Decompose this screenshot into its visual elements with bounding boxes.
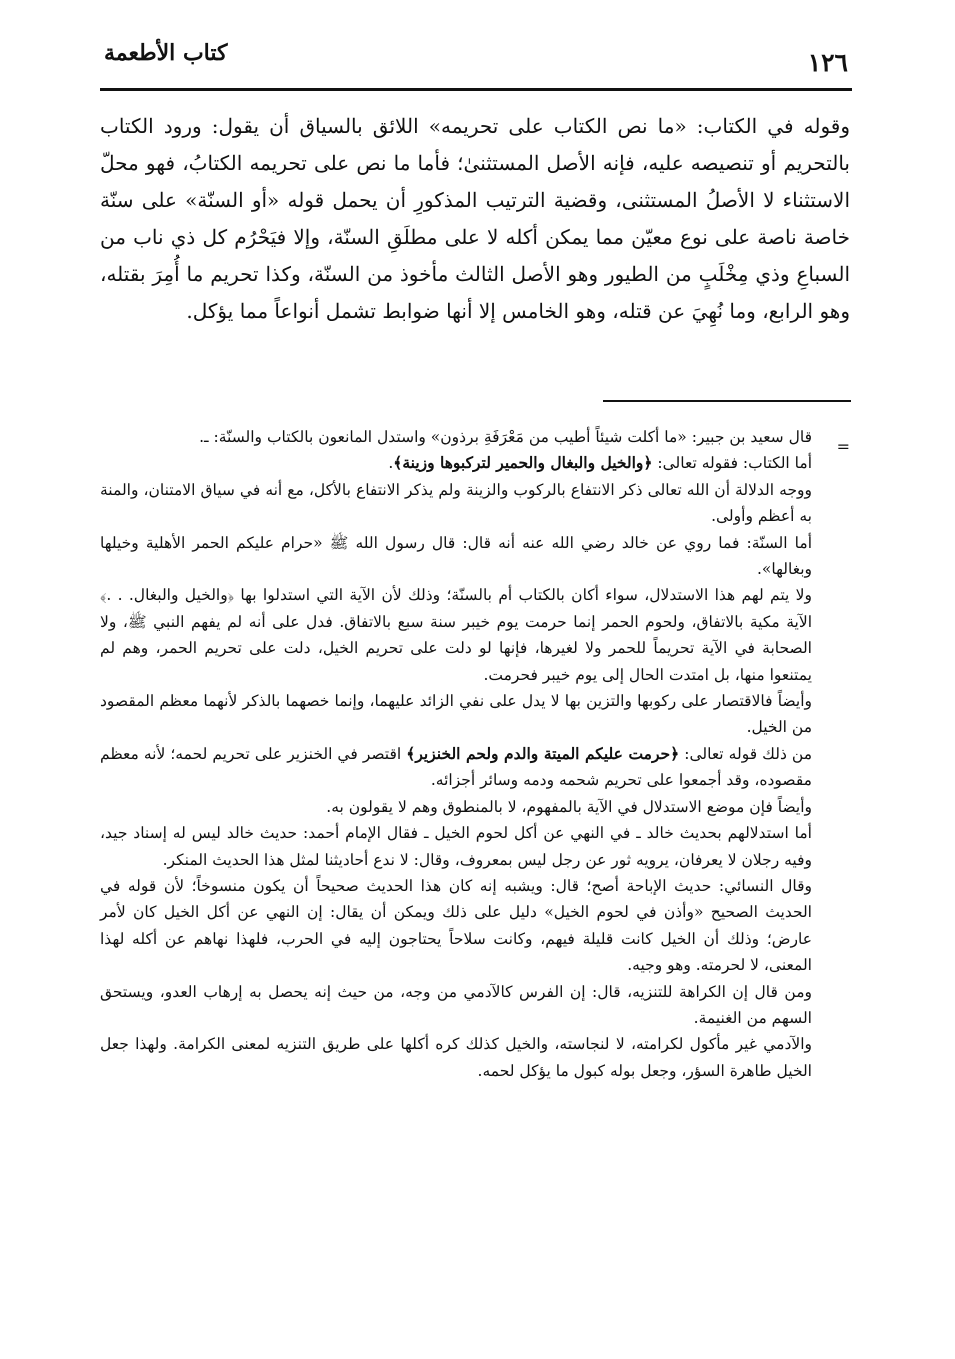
footnote-paragraph: أما السنّة: فما روي عن خالد رضي الله عنه أنه قال: قال رسول الله ﷺ «حرام عليكم الحمر الأهلية وخيلها وبغالها». <box>100 533 812 579</box>
footnotes <box>100 424 850 1084</box>
footnote-body <box>100 424 812 1084</box>
running-title: كتاب الأطعمة <box>104 40 228 66</box>
footnote-paragraph: من ذلك قوله تعالى: ﴿حرمت عليكم الميتة والدم ولحم الخنزير﴾ اقتصر في الخنزير على تحريم لحمه؛ لأنه معظم مقصوده، وقد أجمعوا على تحريم شحمه ودمه وسائر أجزائه. <box>100 743 813 790</box>
footnote-paragraph: ولا يتم لهم هذا الاستدلال، سواء أكان بالكتاب أم بالسنّة؛ وذلك لأن الآية التي استدلوا بها ﴿والخيل والبغال. . .﴾ الآية مكية بالاتفاق، ولحوم الحمر إنما حرمت يوم خيبر سنة سبع بالاتفاق. فدل على أنه لم يفهم النبي ﷺ، ولا الصحابة في الآية تحريماً للحمر ولا لغيرها، فإنها لو دلت على تحريم الخيل، دلت على تحريم الحمر، وهم لم يمتنعوا منها، بل امتدت الحال إلى يوم خيبر فحرمت. <box>100 586 812 684</box>
footnote-paragraph: ومن قال إن الكراهة للتنزيه، قال: إن الفرس كالآدمي من وجه، من حيث إنه يحصل به إرهاب العدو، ويستحق السهم من الغنيمة. <box>100 982 812 1027</box>
page-number: ١٢٦ <box>807 48 848 77</box>
main-paragraph: وقوله في الكتاب: «ما نص الكتاب على تحريمه» اللائق بالسياق أن يقول: ورود الكتاب بالتحريم أو تنصيصه عليه، فإنه الأصل المستثنىٰ؛ فأما ما نص على تحريمه الكتابُ، فهو محلّ الاستثناء لا الأصلُ المستثنى، وقضية الترتيب المذكورِ أن يحمل قوله «أو السنّة» على سنّة خاصة ناصة على نوع معيّن مما يمكن أكله لا على مطلَقِ السنّة، وإلا فيَحْرُم كل ذي ناب من السباعِ وذي مِخْلَبٍ من الطيور وهو الأصل الثالث مأخوذ من السنّة، وكذا تحريم ما أُمِرَ بقتله، وهو الرابع، وما نُهِيَ عن قتله، وهو الخامس إلا أنها ضوابط تشمل أنواعاً مما يؤكل. <box>100 114 850 323</box>
footnote-paragraph: قال سعيد بن جبير: «ما أكلت شيئاً أطيب من مَعْرَفَةِ برذون» واستدل المانعون بالكتاب والسنّة: ـ. <box>199 428 812 446</box>
footnote-paragraph: ووجه الدلالة أن الله تعالى ذكر الانتفاع بالركوب والزينة ولم يذكر الانتفاع بالأكل، مع أنه في سياق الامتنان، والمنة به أعظم وأولى. <box>100 480 812 526</box>
quran-verse: ﴿حرمت عليكم الميتة والدم ولحم الخنزير﴾ <box>406 743 680 763</box>
footnote-paragraph: وأيضاً فالاقتصار على ركوبها والتزين بها لا يدل على نفي الزائد عليهما، وإنما خصهما بالذكر لأنهما معظم المقصود من الخيل. <box>100 692 812 737</box>
footnote-paragraph: وقال النسائي: حديث الإباحة أصح؛ قال: ويشبه إنه كان هذا الحديث صحيحاً أن يكون منسوخاً؛ لأن قوله في الحديث الصحيح «وأذن في لحوم الخيل» دليل على ذلك ويمكن أن يقال: إن النهي عن أكل الخيل كان لأمر عارض؛ وذلك أن الخيل كانت قليلة فيهم، وكانت سلاحاً يحتاجون إليه في الحرب، فلهذا نهاهم عن أكله لهذا المعنى، لا لحرمته. وهو وجيه. <box>100 876 812 975</box>
footnote-continuation-mark: = <box>836 437 850 456</box>
footnote-paragraph: أما استدلالهم بحديث خالد ـ في النهي عن أكل لحوم الخيل ـ فقال الإمام أحمد: حديث خالد ليس له إسناد جيد، وفيه رجلان لا يعرفان، يرويه ثور عن رجل ليس بمعروف، وقال: لا ندع أحاديثنا لمثل هذا الحديث المنكر. <box>100 824 812 869</box>
footnote-paragraph: وأيضاً فإن موضع الاستدلال في الآية بالمفهوم، لا بالمنطوق وهم لا يقولون به. <box>326 797 812 816</box>
page-header <box>100 38 852 88</box>
footnote-paragraph: والآدمي غير مأكول لكرامته، لا لنجاسته، والخيل كذلك كره أكلها على طريق التنزيه لمعنى الكرامة. ولهذا جعل الخيل طاهرة السؤر، وجعل بوله كبول ما يؤكل لحمه. <box>100 1035 812 1080</box>
main-text <box>100 108 850 330</box>
footnote-paragraph: أما الكتاب: فقوله تعالى: ﴿والخيل والبغال والحمير لتركبوها وزينة﴾. <box>388 453 812 473</box>
header-rule <box>100 88 852 91</box>
footnote-separator <box>603 400 851 402</box>
quran-verse: ﴿والخيل والبغال والحمير لتركبوها وزينة﴾ <box>393 453 653 473</box>
